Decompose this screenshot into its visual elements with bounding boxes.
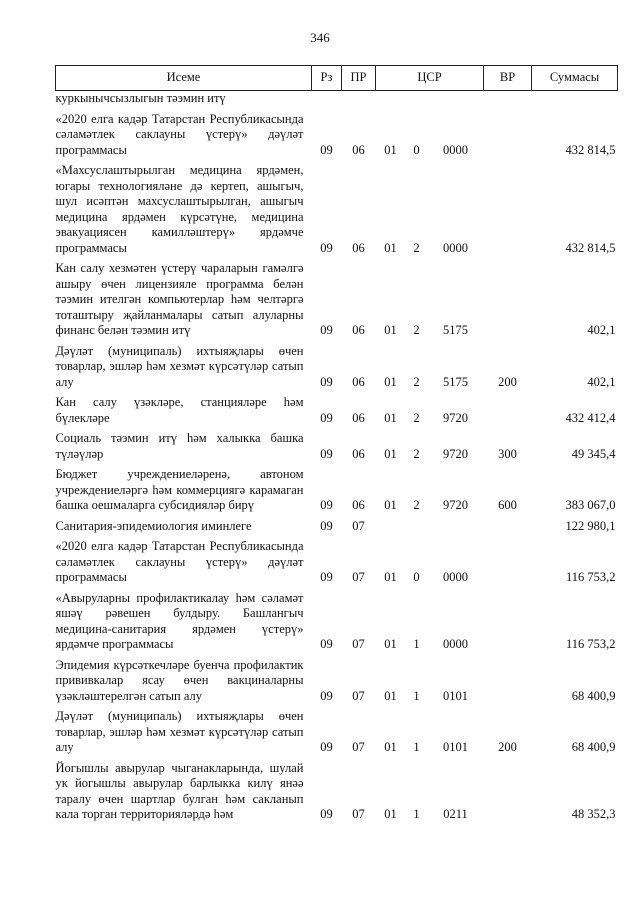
budget-table bbox=[55, 65, 618, 823]
row-name: «2020 елга кадәр Татарстан Республикасында сәламәтлек саклауны үстерү» дәүләт программасы bbox=[55, 111, 304, 157]
row-pr: 06 bbox=[352, 498, 365, 512]
row-name: Эпидемия күрсәткечләре буенча профилактик прививкалар ясау өчен вакциналарны үзәкләштерелгән сатып алу bbox=[55, 657, 304, 703]
table-row bbox=[56, 426, 618, 462]
row-pr: 07 bbox=[352, 740, 365, 754]
row-name: Кан салу хезмәтен үстерү чараларын гамәлгә ашыру өчен лицензияле программа белән тәэмин ителгән компьютерлар һәм челтәргә тоташтыру җайланмалары сатып алуларны финанс белән тәэмин итү bbox=[55, 261, 304, 337]
row-csr-1 bbox=[376, 514, 406, 535]
row-csr-3: 0101 bbox=[443, 740, 468, 754]
row-csr-2: 0 bbox=[413, 142, 420, 157]
row-sum: 402,1 bbox=[587, 374, 616, 389]
row-csr-1: 01 bbox=[384, 498, 397, 512]
row-rz: 09 bbox=[320, 570, 333, 584]
row-rz: 09 bbox=[320, 374, 333, 389]
header-vr: ВР bbox=[484, 66, 532, 91]
row-pr: 07 bbox=[352, 807, 365, 821]
table-row bbox=[56, 91, 618, 107]
row-name: Дәүләт (муниципаль) ихтыяҗлары өчен товарлар, эшләр һәм хезмәт күрсәтүләр сатып алу bbox=[55, 343, 304, 389]
row-csr-3: 0211 bbox=[443, 807, 468, 821]
row-rz: 09 bbox=[320, 688, 333, 703]
row-vr: 200 bbox=[498, 374, 517, 389]
row-csr-2: 1 bbox=[413, 688, 420, 703]
row-vr: 300 bbox=[498, 446, 517, 461]
table-row bbox=[56, 653, 618, 705]
row-pr: 06 bbox=[352, 374, 365, 389]
row-csr-1: 01 bbox=[384, 570, 397, 584]
table-row bbox=[56, 586, 618, 653]
row-pr: 06 bbox=[352, 240, 365, 255]
row-csr-1: 01 bbox=[384, 374, 397, 389]
row-pr: 06 bbox=[352, 142, 365, 157]
row-pr: 07 bbox=[352, 518, 365, 533]
row-csr-3: 5175 bbox=[443, 374, 468, 389]
row-csr-2: 2 bbox=[413, 446, 420, 461]
row-pr: 06 bbox=[352, 446, 365, 461]
row-csr-3: 0000 bbox=[443, 142, 468, 157]
row-rz: 09 bbox=[320, 637, 333, 651]
row-pr: 07 bbox=[352, 637, 365, 651]
row-csr-2: 2 bbox=[413, 240, 420, 255]
table-row bbox=[56, 704, 618, 756]
row-csr-1: 01 bbox=[384, 688, 397, 703]
table-row bbox=[56, 256, 618, 339]
row-vr bbox=[484, 586, 532, 653]
row-csr-2: 2 bbox=[413, 374, 420, 389]
row-sum: 48 352,3 bbox=[571, 807, 616, 821]
row-name: куркынычсызлыгын тәэмин итү bbox=[55, 91, 226, 105]
row-csr-3: 9720 bbox=[443, 446, 468, 461]
table-row bbox=[56, 158, 618, 256]
header-sum: Суммасы bbox=[532, 66, 618, 91]
row-csr-2: 1 bbox=[413, 740, 420, 754]
row-rz: 09 bbox=[320, 446, 333, 461]
row-csr-3: 9720 bbox=[443, 498, 468, 512]
row-rz: 09 bbox=[320, 807, 333, 821]
row-csr-3: 9720 bbox=[443, 410, 468, 425]
row-sum: 49 345,4 bbox=[571, 446, 616, 461]
row-csr-2 bbox=[406, 514, 428, 535]
row-vr bbox=[484, 107, 532, 159]
row-rz: 09 bbox=[320, 740, 333, 754]
row-vr bbox=[484, 91, 532, 107]
row-csr-2: 2 bbox=[413, 323, 420, 337]
row-sum: 383 067,0 bbox=[565, 498, 616, 512]
row-sum: 432 412,4 bbox=[565, 410, 616, 425]
row-name: Бюджет учреждениеләренә, автоном учреждениеләргә һәм коммерциягә карамаган башка оешмаларга субсидияләр бирү bbox=[55, 467, 304, 512]
row-csr-1: 01 bbox=[384, 142, 397, 157]
row-rz: 09 bbox=[320, 323, 333, 337]
table-header-row bbox=[56, 66, 618, 91]
row-csr-1: 01 bbox=[384, 740, 397, 754]
row-vr bbox=[484, 756, 532, 823]
row-name: Социаль тәэмин итү һәм халыкка башка түләүләр bbox=[55, 431, 304, 461]
header-rz: Рз bbox=[312, 66, 342, 91]
row-csr-1: 01 bbox=[384, 807, 397, 821]
row-name: Йогышлы авырулар чыганакларында, шулай ук йогышлы авырулар барлыкка килү янәә таралу өчен шартлар булган һәм сакланып кала торган территорияләрдә һәм bbox=[55, 760, 304, 821]
row-rz: 09 bbox=[320, 518, 333, 533]
row-csr-2: 2 bbox=[413, 498, 420, 512]
row-pr: 06 bbox=[352, 323, 365, 337]
row-name: «Махсуслаштырылган медицина ярдәмен, югары технологияләне дә кертеп, ашыгыч, шул исәптән махсуслаштырылган, ашыгыч медицина ярдәмен күрсәтүне, медицина эвакуациясен камилләштерү» ярдәмче программасы bbox=[55, 163, 304, 255]
row-vr bbox=[484, 256, 532, 339]
row-csr-2: 1 bbox=[413, 637, 420, 651]
row-csr-1: 01 bbox=[384, 240, 397, 255]
row-pr: 06 bbox=[352, 410, 365, 425]
row-csr-2 bbox=[406, 91, 428, 107]
table-row bbox=[56, 390, 618, 426]
row-csr-1: 01 bbox=[384, 446, 397, 461]
row-csr-3: 0000 bbox=[443, 240, 468, 255]
header-csr: ЦСР bbox=[376, 66, 484, 91]
row-sum: 116 753,2 bbox=[565, 570, 616, 584]
row-csr-3: 0101 bbox=[443, 688, 468, 703]
row-name: Санитария-эпидемиология иминлеге bbox=[55, 518, 252, 533]
row-pr bbox=[342, 91, 376, 107]
table-row bbox=[56, 756, 618, 823]
header-name: Исеме bbox=[56, 66, 312, 91]
row-name: «Авыруларны профилактикалау һәм сәламәт яшәү рәвешен булдыру. Башлангыч медицина-санитария ярдәмен үстерү» ярдәмче программасы bbox=[55, 590, 304, 651]
row-vr bbox=[484, 158, 532, 256]
row-csr-3: 0000 bbox=[443, 570, 468, 584]
row-csr-2: 0 bbox=[413, 570, 420, 584]
row-name: Дәүләт (муниципаль) ихтыяҗлары өчен товарлар, эшләр һәм хезмәт күрсәтүләр сатып алу bbox=[55, 709, 304, 754]
row-csr-1: 01 bbox=[384, 323, 397, 337]
page-number: 346 bbox=[310, 30, 330, 45]
row-csr-2: 1 bbox=[413, 807, 420, 821]
row-rz: 09 bbox=[320, 498, 333, 512]
table-row bbox=[56, 462, 618, 514]
row-sum: 432 814,5 bbox=[565, 240, 616, 255]
row-vr bbox=[484, 390, 532, 426]
row-pr: 07 bbox=[352, 688, 365, 703]
header-pr: ПР bbox=[342, 66, 376, 91]
row-csr-1 bbox=[376, 91, 406, 107]
row-vr bbox=[484, 653, 532, 705]
row-sum bbox=[532, 91, 618, 107]
row-csr-1: 01 bbox=[384, 410, 397, 425]
row-pr: 07 bbox=[352, 570, 365, 584]
row-vr: 200 bbox=[498, 740, 517, 754]
row-sum: 68 400,9 bbox=[571, 740, 616, 754]
row-csr-3: 0000 bbox=[443, 637, 468, 651]
row-vr bbox=[484, 514, 532, 535]
table-row bbox=[56, 514, 618, 535]
table-row bbox=[56, 339, 618, 391]
row-sum: 432 814,5 bbox=[565, 142, 616, 157]
row-csr-1: 01 bbox=[384, 637, 397, 651]
row-rz: 09 bbox=[320, 142, 333, 157]
row-csr-3 bbox=[428, 91, 484, 107]
row-sum: 68 400,9 bbox=[571, 688, 616, 703]
table-row bbox=[56, 107, 618, 159]
row-csr-3 bbox=[428, 514, 484, 535]
row-csr-2: 2 bbox=[413, 410, 420, 425]
row-vr bbox=[484, 534, 532, 586]
row-name: Кан салу үзәкләре, станцияләре һәм бүлекләре bbox=[55, 395, 304, 425]
row-name: «2020 елга кадәр Татарстан Республикасында сәламәтлек саклауны үстерү» дәүләт программасы bbox=[55, 539, 304, 584]
row-sum: 402,1 bbox=[587, 323, 616, 337]
row-vr: 600 bbox=[498, 498, 517, 512]
row-sum: 122 980,1 bbox=[565, 518, 616, 533]
row-rz: 09 bbox=[320, 410, 333, 425]
row-rz: 09 bbox=[320, 240, 333, 255]
row-sum: 116 753,2 bbox=[565, 637, 616, 651]
row-csr-3: 5175 bbox=[443, 323, 468, 337]
row-rz bbox=[312, 91, 342, 107]
table-row bbox=[56, 534, 618, 586]
